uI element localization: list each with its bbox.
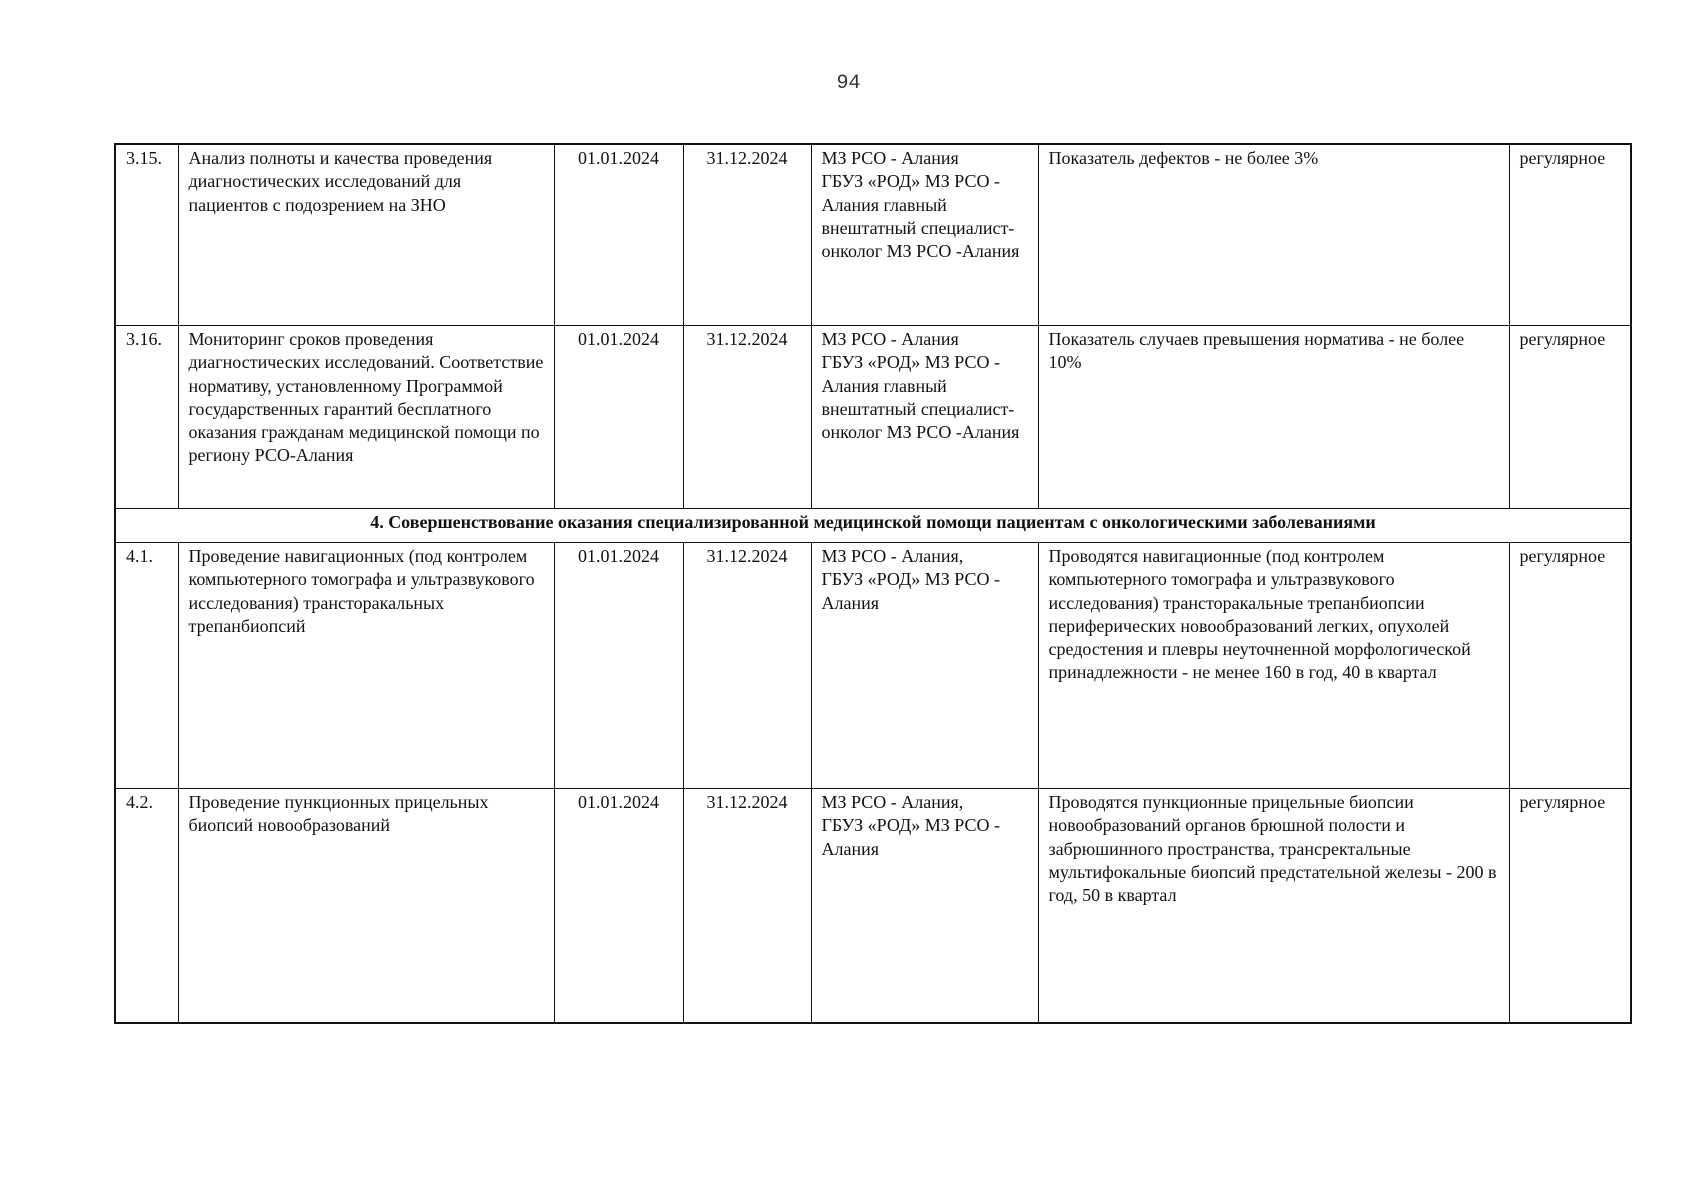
table-row: [115, 326, 1631, 509]
responsible-cell: МЗ РСО - Алания, ГБУЗ «РОД» МЗ РСО - Алания: [811, 543, 1038, 789]
item-number: 4.2.: [115, 789, 178, 1024]
section-row: [115, 509, 1631, 543]
section-heading: 4. Совершенствование оказания специализированной медицинской помощи пациентам с онкологическими заболеваниями: [115, 509, 1631, 543]
responsible-cell: МЗ РСО - Алания ГБУЗ «РОД» МЗ РСО - Алания главный внештатный специалист-онколог МЗ РСО -Алания: [811, 144, 1038, 326]
page-number: 94: [836, 72, 861, 95]
end-date-cell: 31.12.2024: [683, 543, 811, 789]
table-row: [115, 543, 1631, 789]
responsible-cell: МЗ РСО - Алания, ГБУЗ «РОД» МЗ РСО - Алания: [811, 789, 1038, 1024]
result-cell: Проводятся пункционные прицельные биопсии новообразований органов брюшной полости и забрюшинного пространства, трансректальные мультифокальные биопсий предстательной железы - 200 в год, 50 в квартал: [1038, 789, 1509, 1024]
item-number: 3.16.: [115, 326, 178, 509]
start-date-cell: 01.01.2024: [554, 144, 683, 326]
item-number: 3.15.: [115, 144, 178, 326]
result-cell: Показатель дефектов - не более 3%: [1038, 144, 1509, 326]
table-row: [115, 789, 1631, 1024]
activity-cell: Проведение пункционных прицельных биопсий новообразований: [178, 789, 554, 1024]
responsible-cell: МЗ РСО - Алания ГБУЗ «РОД» МЗ РСО - Алания главный внештатный специалист-онколог МЗ РСО -Алания: [811, 326, 1038, 509]
start-date-cell: 01.01.2024: [554, 543, 683, 789]
type-cell: регулярное: [1509, 326, 1631, 509]
start-date-cell: 01.01.2024: [554, 789, 683, 1024]
type-cell: регулярное: [1509, 543, 1631, 789]
activity-cell: Анализ полноты и качества проведения диагностических исследований для пациентов с подозрением на ЗНО: [178, 144, 554, 326]
item-number: 4.1.: [115, 543, 178, 789]
result-cell: Показатель случаев превышения норматива - не более 10%: [1038, 326, 1509, 509]
activity-cell: Проведение навигационных (под контролем компьютерного томографа и ультразвукового исследования) трансторакальных трепанбиопсий: [178, 543, 554, 789]
end-date-cell: 31.12.2024: [683, 144, 811, 326]
result-cell: Проводятся навигационные (под контролем компьютерного томографа и ультразвукового исследования) трансторакальные трепанбиопсии периферических новообразований легких, опухолей средостения и плевры неуточненной морфологической принадлежности - не менее 160 в год, 40 в квартал: [1038, 543, 1509, 789]
type-cell: регулярное: [1509, 789, 1631, 1024]
type-cell: регулярное: [1509, 144, 1631, 326]
table-row: [115, 144, 1631, 326]
activities-table: [114, 143, 1632, 1024]
end-date-cell: 31.12.2024: [683, 326, 811, 509]
start-date-cell: 01.01.2024: [554, 326, 683, 509]
activity-cell: Мониторинг сроков проведения диагностических исследований. Соответствие нормативу, установленному Программой государственных гарантий бесплатного оказания гражданам медицинской помощи по региону РСО-Алания: [178, 326, 554, 509]
end-date-cell: 31.12.2024: [683, 789, 811, 1024]
